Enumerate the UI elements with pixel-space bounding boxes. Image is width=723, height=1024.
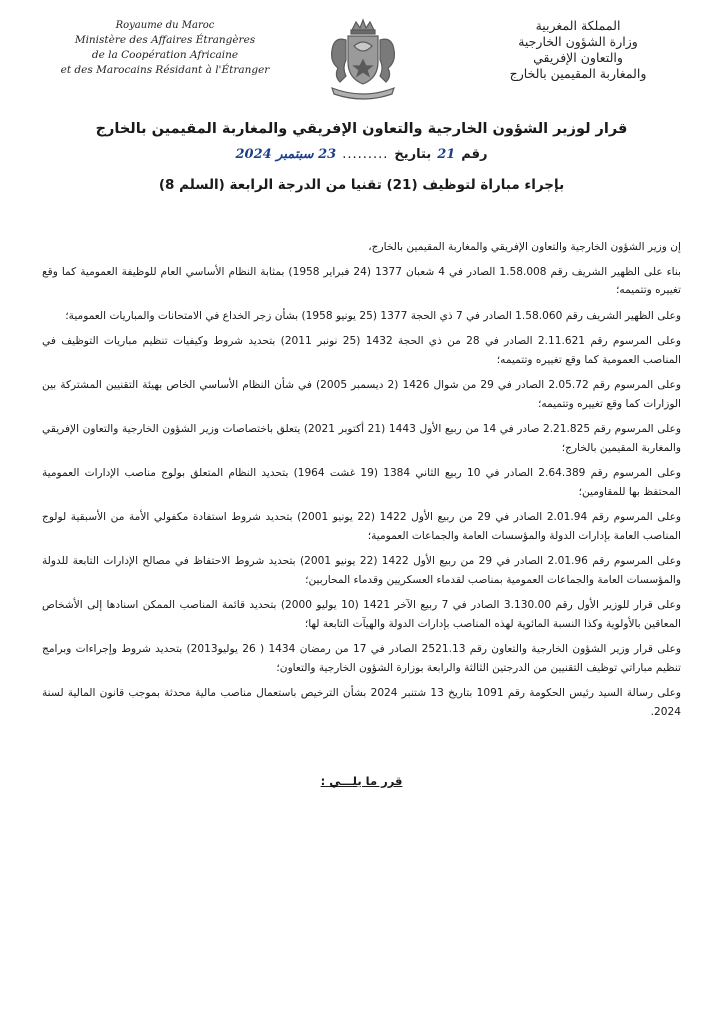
coat-of-arms-emblem <box>318 16 408 102</box>
ar-header-line-3: والتعاون الإفريقي <box>533 50 623 65</box>
date-dots: ......... <box>342 147 389 162</box>
body-paragraph: بناء على الظهير الشريف رقم 1.58.008 الصادر في 4 شعبان 1377 (24 فبراير 1958) بمثابة النظام الأساسي العام للوظيفة العمومية كما وقع تغييره وتتميمه؛ <box>42 265 682 296</box>
decision-heading-wrap <box>0 770 723 789</box>
fr-header-line-3: de la Coopération Africaine <box>91 49 239 61</box>
fr-header-line-1: Royaume du Maroc <box>115 20 215 31</box>
decree-date-handwritten: 23 سبتمبر 2024 <box>235 147 337 162</box>
body-paragraph: وعلى المرسوم رقم 2.11.621 الصادر في 28 من ذي الحجة 1432 (25 نونبر 2011) بتحديد شروط وكيفيات تنظيم مباريات التوظيف في المناصب العمومية كما وقع تغييره وتتميمه؛ <box>42 335 682 366</box>
decree-title-block <box>30 118 693 196</box>
body-paragraph: وعلى المرسوم رقم 2.05.72 الصادر في 29 من شوال 1426 (2 ديسمبر 2005) في شأن النظام الأساسي الخاص بهيئة التقنيين المشتركة بين الوزارات كما وقع تغييره وتتميمه؛ <box>42 379 681 410</box>
french-letterhead <box>40 18 290 78</box>
date-label: بتاريخ <box>394 147 432 162</box>
decree-subject: بإجراء مباراة لتوظيف (21) تقنيا من الدرجة الرابعة (السلم 8) <box>158 177 565 193</box>
ar-header-line-2: وزارة الشؤون الخارجية <box>518 34 638 49</box>
ar-header-line-1: المملكة المغربية <box>535 18 621 33</box>
body-paragraph: وعلى المرسوم رقم 2.64.389 الصادر في 10 ربيع الثاني 1384 (19 غشت 1964) بتحديد النظام المتعلق بولوج مناصب الإدارات العمومية المحتفظ بها للمقاومين؛ <box>42 467 681 498</box>
fr-header-line-4: et des Marocains Résidant à l'Étranger <box>60 64 270 76</box>
number-label: رقم <box>461 147 488 162</box>
body-paragraph: وعلى المرسوم رقم 2.01.96 الصادر في 29 من ربيع الأول 1422 (22 يونيو 2001) بتحديد شروط الاحتفاظ في مصالح الإدارات التابعة للدولة والمؤسسات العامة والجماعات العمومية بمناصب لقدماء العسكريين وقدماء المحاربين؛ <box>42 555 682 586</box>
body-paragraph: وعلى قرار للوزير الأول رقم 3.130.00 الصادر في 7 ربيع الآخر 1421 (10 يوليو 2000) بتحديد قائمة المناصب الممكن اسنادها إلى الأشخاص المعاقين بالأولوية وكذا النسبة المائوية لهذه المناصب بإدارات الدولة والهيآت التابعة لها؛ <box>42 599 681 630</box>
fr-header-line-2: Ministère des Affaires Étrangères <box>74 34 256 46</box>
body-paragraph: وعلى قرار وزير الشؤون الخارجية والتعاون رقم 2521.13 الصادر في 17 من رمضان 1434 ( 26 يوليو2013) بتحديد شروط وإجراءات وبرامج تنظيم مباراتي توظيف التقنيين من الدرجتين الثالثة والرابعة بوزارة الشؤون الخارجية والتعاون؛ <box>42 643 681 674</box>
arabic-letterhead <box>473 18 683 82</box>
decree-title: قرار لوزير الشؤون الخارجية والتعاون الإفريقي والمغاربة المقيمين بالخارج <box>95 121 628 137</box>
decree-number-line <box>30 144 693 166</box>
decision-heading: قرر ما يلـــي : <box>320 774 403 788</box>
body-paragraph: إن وزير الشؤون الخارجية والتعاون الإفريقي والمغاربة المقيمين بالخارج، <box>368 241 681 253</box>
body-paragraph: وعلى المرسوم رقم 2.01.94 الصادر في 29 من ربيع الأول 1422 (22 يونيو 2001) بتحديد شروط استفادة مكفولي الأمة من الأسبقية لولوج المناصب العامة بإدارات الدولة والمؤسسات العامة والجماعات العمومية؛ <box>42 511 682 542</box>
ar-header-line-4: والمغاربة المقيمين بالخارج <box>509 66 647 81</box>
body-paragraph: وعلى المرسوم رقم 2.21.825 صادر في 14 من ربيع الأول 1443 (21 أكتوبر 2021) يتعلق باختصاصات وزير الشؤون الخارجية والتعاون الإفريقي والمغاربة المقيمين بالخارج؛ <box>42 423 681 454</box>
decree-body <box>42 238 681 728</box>
decree-number-handwritten: 21 <box>437 147 456 162</box>
body-paragraph: وعلى الظهير الشريف رقم 1.58.060 الصادر في 7 ذي الحجة 1377 (25 يونيو 1958) بشأن زجر الخداع في الامتحانات والمباريات العمومية؛ <box>65 309 681 322</box>
moroccan-coat-of-arms-icon <box>318 16 408 102</box>
body-paragraph: وعلى رسالة السيد رئيس الحكومة رقم 1091 بتاريخ 13 شتنبر 2024 بشأن الترخيص باستعمال مناصب مالية محدثة بموجب قانون المالية لسنة 2024. <box>42 687 682 718</box>
